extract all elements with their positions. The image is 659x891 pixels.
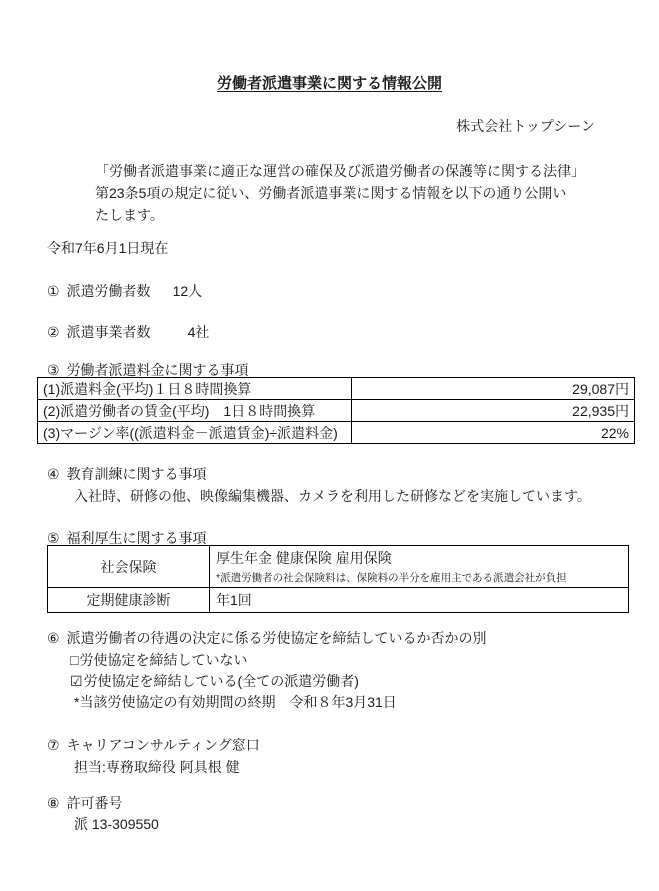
as-of-date: 令和7年6月1日現在	[47, 240, 169, 256]
section-heading-text: 福利厚生に関する事項	[66, 530, 207, 546]
company-name: 株式会社トップシーン	[456, 118, 595, 134]
training-description: 入社時、研修の他、映像編集機器、カメラを利用した研修などを実施しています。	[74, 488, 591, 504]
table-row	[38, 378, 635, 400]
page-title-text: 労働者派遣事業に関する情報公開	[216, 75, 442, 92]
section-heading-text: キャリアコンサルティング窓口	[66, 737, 260, 753]
circled-number-5: ⑤	[47, 530, 60, 546]
fee-value: 29,087円	[352, 378, 635, 400]
item-label: 派遣労働者数	[66, 283, 151, 299]
circled-number-8: ⑧	[47, 795, 60, 811]
intro-line: たします。	[95, 207, 164, 223]
circled-number-2: ②	[47, 324, 60, 340]
fee-label: (1)派遣料金(平均)１日８時間換算	[38, 378, 352, 400]
item-label: 派遣事業者数	[66, 324, 151, 340]
fee-value: 22%	[352, 422, 635, 444]
circled-number-6: ⑥	[47, 630, 60, 646]
section-training-heading	[47, 464, 207, 484]
section-heading-text: 教育訓練に関する事項	[66, 466, 207, 482]
labor-agreement-expiry-note: *当該労使協定の有効期間の終期 令和８年3月31日	[74, 694, 397, 710]
fees-table	[37, 377, 635, 444]
labor-agreement-option-no	[70, 650, 247, 670]
intro-line: 第23条5項の規定に従い、労働者派遣事業に関する情報を以下の通り公開い	[95, 185, 567, 201]
section-permit-number-heading	[47, 793, 123, 813]
circled-number-4: ④	[47, 466, 60, 482]
item-value: 12人	[172, 283, 203, 299]
option-label: 労使協定を締結していない	[79, 652, 248, 668]
fee-value: 22,935円	[352, 400, 635, 422]
circled-number-3: ③	[47, 362, 60, 378]
intro-line: 「労働者派遣事業に適正な運営の確保及び派遣労働者の保護等に関する法律」	[95, 163, 585, 179]
welfare-note: *派遣労働者の社会保険料は、保険料の半分を雇用主である派遣会社が負担	[216, 572, 567, 584]
circled-number-1: ①	[47, 283, 60, 299]
fee-label: (2)派遣労働者の賃金(平均) 1日８時間換算	[38, 400, 352, 422]
career-consulting-contact: 担当:専務取締役 阿具根 健	[74, 759, 240, 775]
section-labor-agreement-heading	[47, 628, 487, 648]
welfare-label: 社会保険	[48, 546, 210, 588]
welfare-value-cell	[210, 546, 629, 588]
checkbox-checked-icon: ☑	[70, 673, 83, 689]
welfare-table	[47, 545, 629, 613]
fee-label: (3)マージン率((派遣料金－派遣賃金)÷派遣料金)	[38, 422, 352, 444]
welfare-label: 定期健康診断	[48, 588, 210, 613]
item-dispatch-worker-count	[47, 281, 202, 301]
section-career-consulting-heading	[47, 735, 260, 755]
table-row	[38, 422, 635, 444]
section-heading-text: 許可番号	[66, 795, 123, 811]
welfare-value: 厚生年金 健康保険 雇用保険	[216, 550, 392, 566]
table-row	[48, 588, 629, 613]
checkbox-unchecked-icon: □	[70, 652, 79, 668]
page-title	[0, 72, 659, 93]
permit-number: 派 13-309550	[74, 816, 159, 832]
welfare-value: 年1回	[210, 588, 629, 613]
intro-paragraph	[95, 160, 585, 226]
section-heading-text: 労働者派遣料金に関する事項	[66, 362, 249, 378]
table-row	[48, 546, 629, 588]
section-heading-text: 派遣労働者の待遇の決定に係る労使協定を締結しているか否かの別	[66, 630, 487, 646]
option-label: 労使協定を締結している(全ての派遣労働者)	[83, 673, 359, 689]
item-value: 4社	[187, 324, 210, 340]
labor-agreement-option-yes	[70, 671, 359, 691]
item-dispatch-client-count	[47, 322, 209, 342]
circled-number-7: ⑦	[47, 737, 60, 753]
table-row	[38, 400, 635, 422]
